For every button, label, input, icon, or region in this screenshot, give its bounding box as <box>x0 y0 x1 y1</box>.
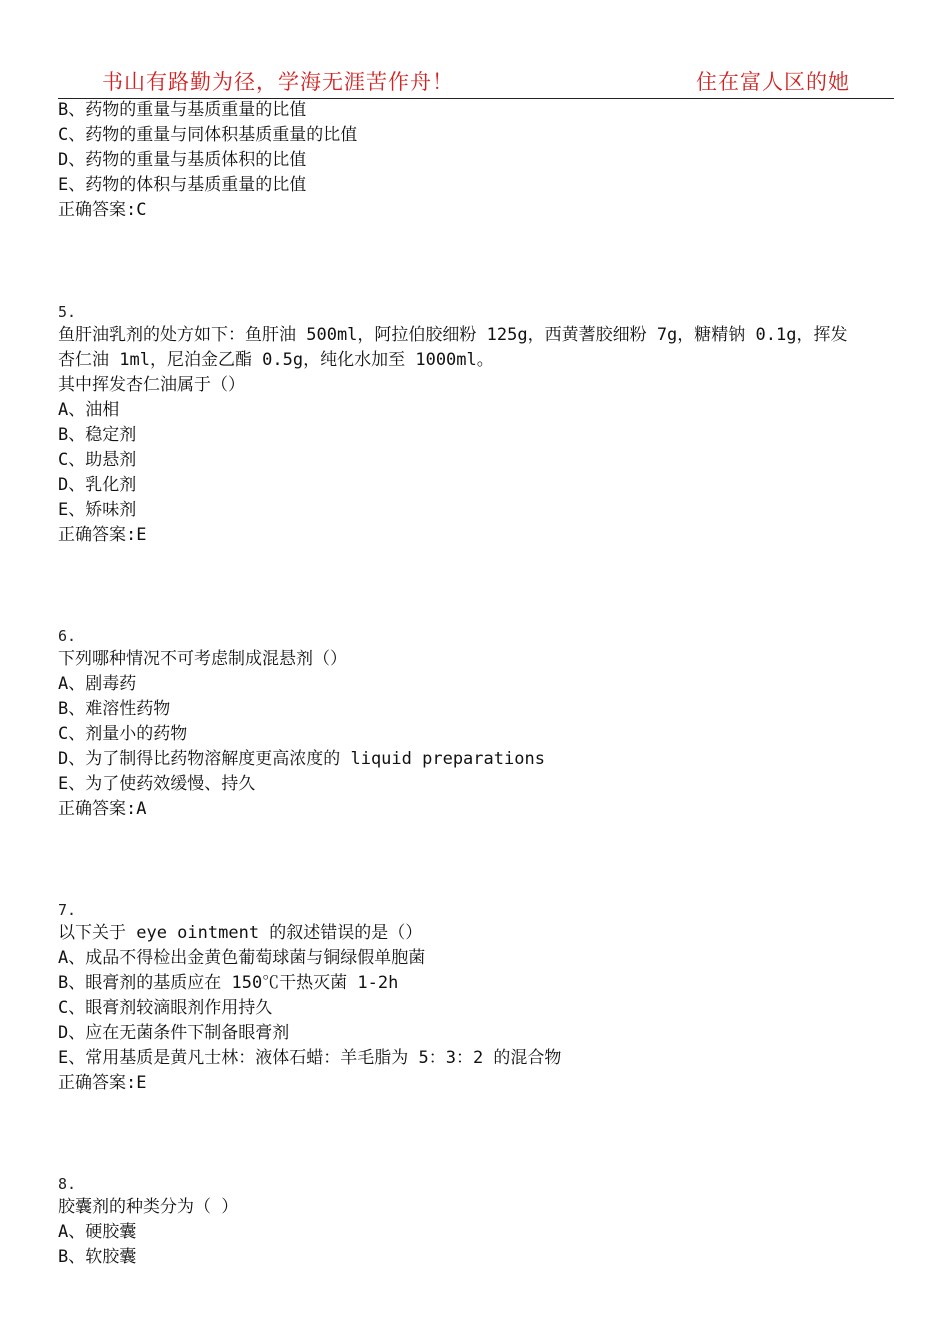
q6-option-d: D、为了制得比药物溶解度更高浓度的 liquid preparations <box>58 749 545 769</box>
q5-stem-line-1: 鱼肝油乳剂的处方如下：鱼肝油 500ml，阿拉伯胶细粉 125g，西黄蓍胶细粉 7g，糖精钠 0.1g，挥发 <box>58 325 848 345</box>
q5-option-c: C、助悬剂 <box>58 450 137 470</box>
q5-answer: 正确答案:E <box>58 525 147 545</box>
q7-option-b: B、眼膏剂的基质应在 150℃干热灭菌 1-2h <box>58 973 399 993</box>
page-header <box>58 62 894 99</box>
q7-option-a: A、成品不得检出金黄色葡萄球菌与铜绿假单胞菌 <box>58 948 426 968</box>
q8-option-b: B、软胶囊 <box>58 1247 137 1267</box>
q5-option-b: B、稳定剂 <box>58 425 137 445</box>
q4-option-d: D、药物的重量与基质体积的比值 <box>58 150 307 170</box>
q7-number: 7. <box>58 901 77 919</box>
q7-option-d: D、应在无菌条件下制备眼膏剂 <box>58 1023 290 1043</box>
q8-number: 8. <box>58 1175 77 1193</box>
q4-answer: 正确答案:C <box>58 200 147 220</box>
q7-stem: 以下关于 eye ointment 的叙述错误的是（） <box>58 923 423 943</box>
q7-answer: 正确答案:E <box>58 1073 147 1093</box>
q5-stem-line-3: 其中挥发杏仁油属于（） <box>58 375 245 395</box>
q5-option-e: E、矫味剂 <box>58 500 137 520</box>
q4-option-b: B、药物的重量与基质重量的比值 <box>58 100 307 120</box>
q6-stem: 下列哪种情况不可考虑制成混悬剂（） <box>58 649 347 669</box>
q6-option-a: A、剧毒药 <box>58 674 137 694</box>
header-slogan: 住在富人区的她 <box>696 70 850 94</box>
header-motto: 书山有路勤为径，学海无涯苦作舟！ <box>102 70 454 94</box>
q6-number: 6. <box>58 627 77 645</box>
q8-stem: 胶囊剂的种类分为（ ） <box>58 1197 239 1217</box>
q6-option-c: C、剂量小的药物 <box>58 724 188 744</box>
q5-stem-line-2: 杏仁油 1ml，尼泊金乙酯 0.5g，纯化水加至 1000ml。 <box>58 350 494 370</box>
q8-option-a: A、硬胶囊 <box>58 1222 137 1242</box>
q4-option-c: C、药物的重量与同体积基质重量的比值 <box>58 125 358 145</box>
q6-option-b: B、难溶性药物 <box>58 699 171 719</box>
q7-option-c: C、眼膏剂较滴眼剂作用持久 <box>58 998 273 1018</box>
q6-answer: 正确答案:A <box>58 799 147 819</box>
q5-option-a: A、油相 <box>58 400 120 420</box>
q4-option-e: E、药物的体积与基质重量的比值 <box>58 175 307 195</box>
q5-number: 5. <box>58 303 77 321</box>
q7-option-e: E、常用基质是黄凡士林：液体石蜡：羊毛脂为 5：3：2 的混合物 <box>58 1048 562 1068</box>
q5-option-d: D、乳化剂 <box>58 475 137 495</box>
q6-option-e: E、为了使药效缓慢、持久 <box>58 774 256 794</box>
